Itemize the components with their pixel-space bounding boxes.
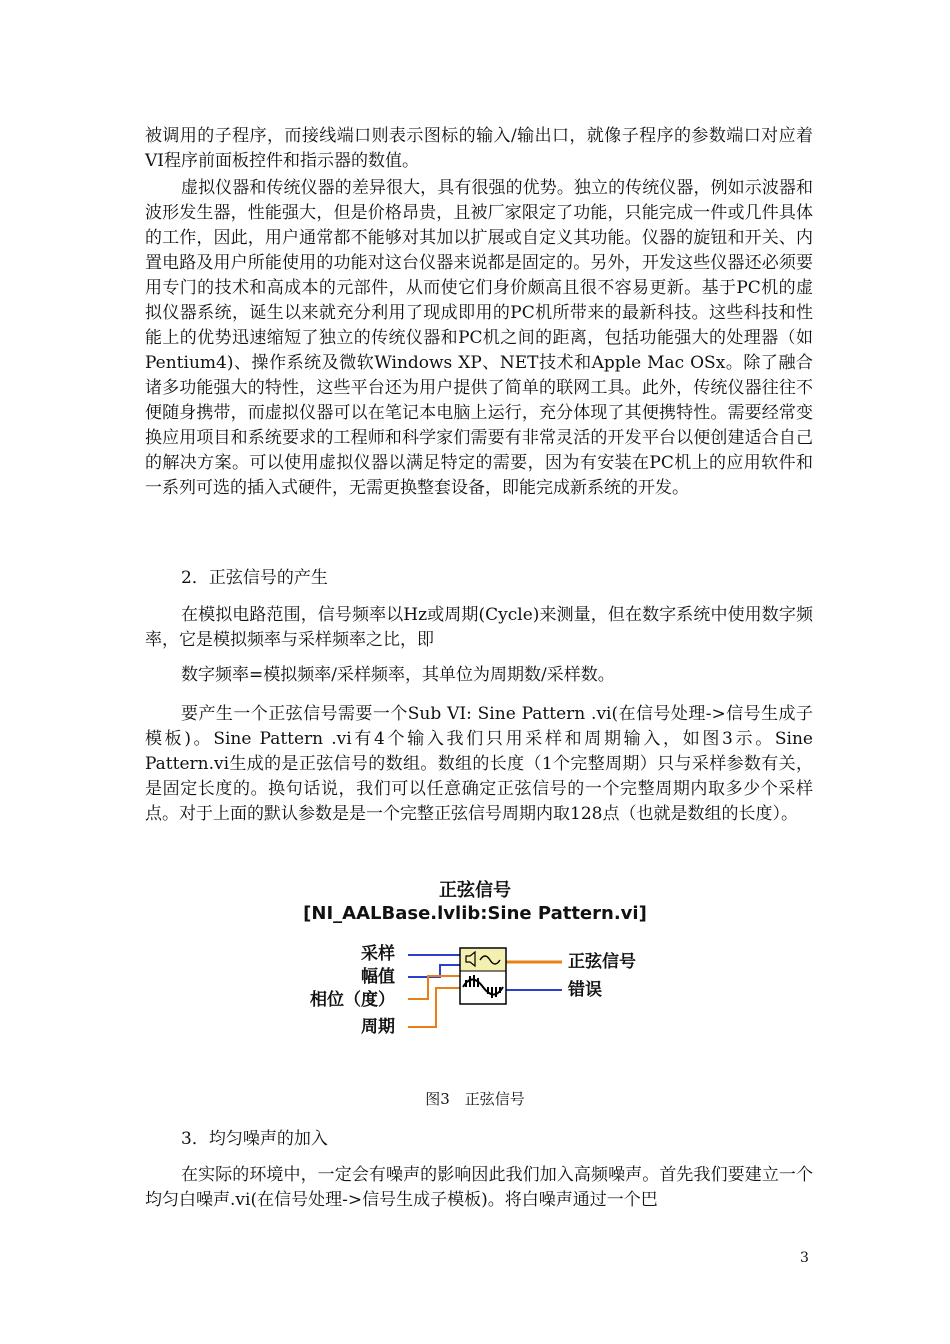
figure-subtitle: [NI_AALBase.lvlib:Sine Pattern.vi] bbox=[303, 903, 647, 924]
paragraph-virtual-vs-traditional: 虚拟仪器和传统仪器的差异很大，具有很强的优势。独立的传统仪器，例如示波器和波形发生器，性能强大，但是价格昂贵，且被厂家限定了功能，只能完成一件或几件具体的工作，因此，用户通常都不能够对其加以扩展或自定义其功能。仪器的旋钮和开关、内置电路及用户所能使用的功能对这台仪器来说都是固定的。另外，开发这些仪器还必须要用专门的技术和高成本的元部件，从而使它们身价颇高且很不容易更新。基于PC机的虚拟仪器系统，诞生以来就充分利用了现成即用的PC机所带来的最新科技。这些科技和性能上的优势迅速缩短了独立的传统仪器和PC机之间的距离，包括功能强大的处理器（如Pentium4)、操作系统及微软Windows XP、NET技术和Apple Mac OSx。除了融合诸多功能强大的特性，这些平台还为用户提供了简单的联网工具。此外，传统仪器往往不便随身携带，而虚拟仪器可以在笔记本电脑上运行，充分体现了其便携特性。需要经常变换应用项目和系统要求的工程师和科学家们需要有非常灵活的开发平台以便创建适合自己的解决方案。可以使用虚拟仪器以满足特定的需要，因为有安装在PC机上的应用软件和一系列可选的插入式硬件，无需更换整套设备，即能完成新系统的开发。 bbox=[145, 178, 813, 498]
input-label-amplitude: 幅值 bbox=[361, 967, 395, 987]
figure-title: 正弦信号 bbox=[439, 880, 511, 901]
vi-icon-header bbox=[461, 949, 505, 971]
figure-sine-pattern-vi bbox=[300, 876, 650, 1046]
formula-digital-frequency: 数字频率=模拟频率/采样频率，其单位为周期数/采样数。 bbox=[181, 665, 615, 685]
paragraph-digital-frequency: 在模拟电路范围，信号频率以Hz或周期(Cycle)来测量，但在数字系统中使用数字频率，它是模拟频率与采样频率之比，即 bbox=[145, 605, 813, 650]
output-label-error: 错误 bbox=[568, 980, 602, 1000]
input-label-samples: 采样 bbox=[361, 944, 395, 964]
wire-cycles bbox=[408, 988, 460, 1027]
page-number: 3 bbox=[800, 1250, 809, 1266]
paragraph-white-noise: 在实际的环境中，一定会有噪声的影响因此我们加入高频噪声。首先我们要建立一个均匀白噪声.vi(在信号处理->信号生成子模板)。将白噪声通过一个巴 bbox=[145, 1165, 813, 1210]
input-label-cycles: 周期 bbox=[361, 1017, 395, 1037]
paragraph-sine-pattern-vi: 要产生一个正弦信号需要一个Sub VI: Sine Pattern .vi(在信号处理->信号生成子模板)。Sine Pattern .vi有4个输入我们只用采样和周期输入，如图3示。Sine Pattern.vi生成的是正弦信号的数组。数组的长度（1个完整周期）只与采样参数有关，是固定长度的。换句话说，我们可以任意确定正弦信号的一个完整周期内取多少个采样点。对于上面的默认参数是是一个完整正弦信号周期内取128点（也就是数组的长度）。 bbox=[145, 704, 813, 824]
figure-caption: 图3 正弦信号 bbox=[425, 1090, 525, 1108]
section-heading-sine-signal: 2．正弦信号的产生 bbox=[181, 568, 328, 588]
section-heading-noise: 3．均匀噪声的加入 bbox=[181, 1129, 328, 1149]
paragraph-intro-continuation: 被调用的子程序，而接线端口则表示图标的输入/输出口，就像子程序的参数端口对应着VI程序前面板控件和指示器的数值。 bbox=[145, 126, 813, 171]
input-label-phase: 相位（度） bbox=[310, 990, 395, 1010]
output-label-sine: 正弦信号 bbox=[568, 952, 636, 972]
